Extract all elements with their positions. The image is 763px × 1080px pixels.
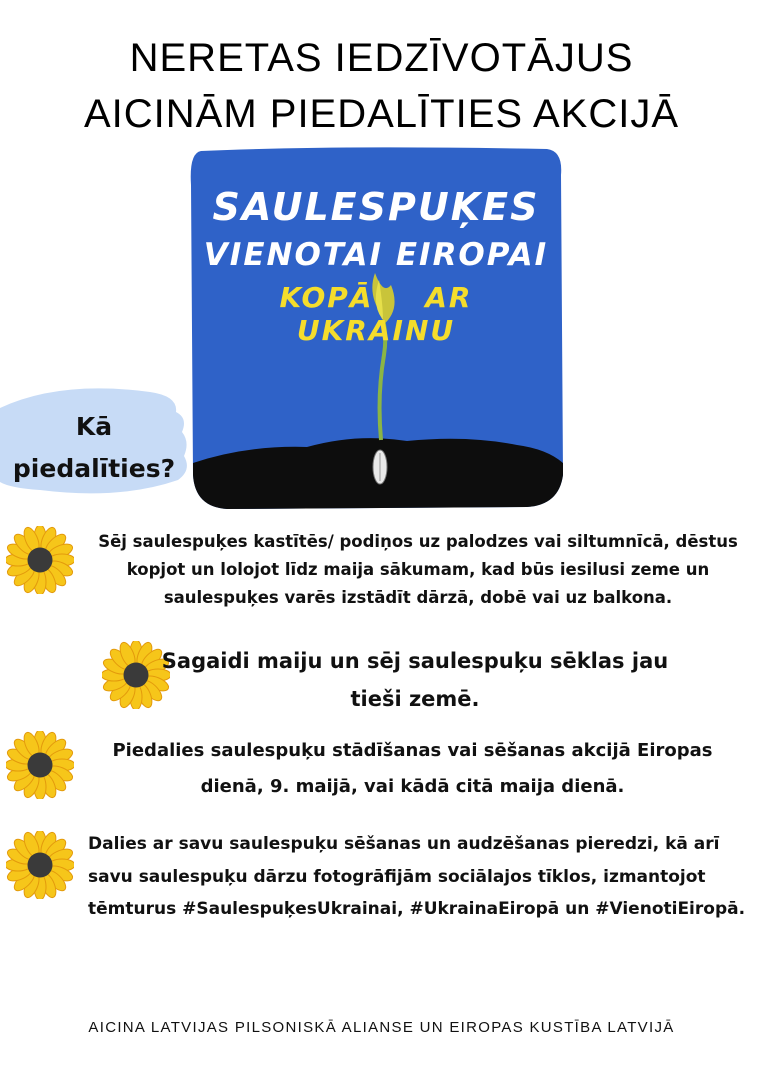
how-to-line-2: piedalīties?: [12, 454, 176, 483]
page-headline: [0, 30, 763, 142]
poster-title-line-2: VIENOTAI EIROPAI: [203, 237, 549, 273]
instruction-text-4: Dalies ar savu saulespuķu sēšanas un audzēšanas pieredzi, kā arī savu saulespuķu dārzu fotogrāfijām sociālajos tīklos, izmantojot tēmturus #SaulespuķesUkrainai, #UkrainaEiropā un #VienotiEiropā.: [88, 834, 746, 919]
sunflower-icon: [6, 831, 74, 899]
sunflower-icon: [6, 526, 74, 594]
poster-title-line-1: SAULESPUĶES: [212, 185, 540, 229]
campaign-poster: [187, 145, 565, 511]
poster-title-line-3: KOPĀ AR UKRAINU: [279, 281, 473, 347]
headline-line-1: NERETAS IEDZĪVOTĀJUS: [129, 36, 634, 80]
how-to-participate-label: [0, 378, 192, 500]
instruction-text-3: Piedalies saulespuķu stādīšanas vai sēšanas akcijā Eiropas dienā, 9. maijā, vai kādā citā maija dienā.: [112, 740, 713, 797]
sunflower-icon: [6, 731, 74, 799]
instruction-text-2: Sagaidi maiju un sēj saulespuķu sēklas jau tieši zemē.: [161, 649, 669, 711]
how-to-line-1: Kā: [75, 412, 113, 441]
instruction-text-1: Sēj saulespuķes kastītēs/ podiņos uz palodzes vai siltumnīcā, dēstus kopjot un lolojot līdz maija sākumam, kad būs iesilusi zeme un saulespuķes varēs izstādīt dārzā, dobē vai uz balkona.: [98, 532, 738, 607]
organizers-footer: AICINA LATVIJAS PILSONISKĀ ALIANSE UN EIROPAS KUSTĪBA LATVIJĀ: [88, 1019, 675, 1036]
headline-line-2: AICINĀM PIEDALĪTIES AKCIJĀ: [83, 92, 680, 136]
